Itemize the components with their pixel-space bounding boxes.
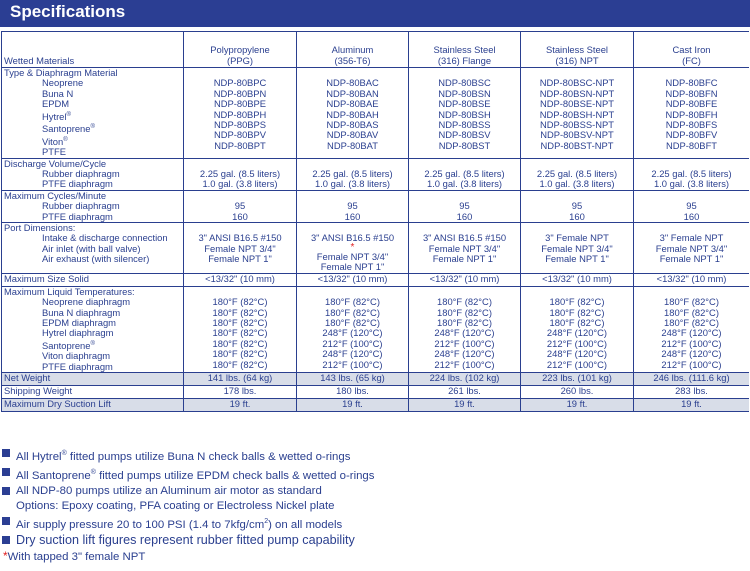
cell-line: 212°F (100°C) — [322, 358, 383, 370]
cell-line: NDP-80BFV — [665, 129, 718, 141]
cell-line: 248°F (120°C) — [661, 327, 722, 339]
temp-cell — [297, 286, 409, 372]
suction-row — [2, 399, 750, 412]
row-title: Type & Diaphragm Material — [4, 67, 118, 78]
cell-line: NDP-80BFC — [665, 77, 718, 89]
cell-line: 95 — [571, 200, 583, 212]
cycles-cell — [409, 190, 521, 222]
cell-line: Female NPT 3/4" — [316, 250, 389, 262]
cell-line: 212°F (100°C) — [434, 358, 495, 370]
cell-line: 212°F (100°C) — [546, 337, 608, 349]
cell-line: NDP-80BPC — [213, 77, 267, 89]
cell-line: 248°F (120°C) — [546, 348, 608, 360]
cell-line: NDP-80BAN — [326, 87, 379, 99]
cell-line: NDP-80BPT — [214, 139, 266, 151]
temp-cell — [634, 286, 750, 372]
discharge-cell — [521, 158, 634, 190]
cell-line: Female NPT 3/4" — [204, 242, 276, 254]
model-cell — [297, 68, 409, 159]
cell-line: 180°F (82°C) — [664, 306, 719, 318]
cell-line: NDP-80BAC — [326, 77, 379, 89]
type-row — [2, 68, 750, 159]
net-cell: 224 lbs. (102 kg) — [409, 373, 521, 386]
cycles-cell — [297, 190, 409, 222]
net-cell: 141 lbs. (64 kg) — [184, 373, 297, 386]
cell-line: Female NPT 1" — [659, 253, 724, 265]
cell-line: NDP-80BFE — [665, 98, 718, 110]
footnote — [3, 549, 145, 563]
discharge-label-cell: Discharge Volume/Cycle Rubber diaphragm PTFE diaphragm — [2, 158, 184, 190]
cell-line: NDP-80BSH-NPT — [539, 108, 615, 120]
discharge-cell — [634, 158, 750, 190]
cell-line: NDP-80BAS — [326, 119, 379, 131]
suction-cell: 19 ft. — [409, 399, 521, 412]
ship-label: Shipping Weight — [2, 386, 184, 399]
port-row — [2, 223, 750, 274]
col-header: Cast Iron (FC) — [634, 32, 750, 68]
note-item: All Hytrel® fitted pumps utilize Buna N check balls & wetted o-rings — [0, 446, 750, 465]
solid-cell: <13/32" (10 mm) — [521, 273, 634, 286]
port-cell — [634, 223, 750, 274]
cell-line: 180°F (82°C) — [212, 296, 268, 308]
cell-line: Female NPT 3/4" — [541, 242, 613, 254]
net-cell: 143 lbs. (65 kg) — [297, 373, 409, 386]
cell-line: 2.25 gal. (8.5 liters) — [651, 168, 732, 180]
ship-cell: 178 lbs. — [184, 386, 297, 399]
note-item: All Santoprene® fitted pumps utilize EPDM check balls & wetted o-rings — [0, 465, 750, 484]
cell-line: 180°F (82°C) — [325, 306, 380, 318]
header-label: Wetted Materials — [2, 32, 184, 68]
bullet-square-icon — [2, 517, 10, 525]
suction-cell: 19 ft. — [521, 399, 634, 412]
cell-line: 180°F (82°C) — [325, 316, 380, 328]
model-cell — [409, 68, 521, 159]
cell-line: NDP-80BSV-NPT — [540, 129, 614, 141]
port-label-cell: Port Dimensions: Intake & discharge connection Air inlet (with ball valve) Air exhaust (with silencer) — [2, 223, 184, 274]
cell-line: 212°F (100°C) — [322, 337, 383, 349]
note-item: All NDP-80 pumps utilize an Aluminum air motor as standard — [0, 484, 750, 499]
ship-row — [2, 386, 750, 399]
cell-line: 180°F (82°C) — [549, 296, 605, 308]
discharge-cell — [409, 158, 521, 190]
page-title: Specifications — [10, 2, 126, 21]
cell-line: 248°F (120°C) — [434, 348, 495, 360]
cell-line: 1.0 gal. (3.8 liters) — [426, 178, 503, 190]
cell-line: NDP-80BSH — [438, 108, 491, 120]
cell-line: NDP-80BSS — [438, 119, 491, 131]
cycles-cell — [634, 190, 750, 222]
cell-line: NDP-80BFN — [665, 87, 718, 99]
cell-line: 3" ANSI B16.5 #150 * — [299, 233, 406, 251]
cell-line: NDP-80BFH — [665, 108, 718, 120]
port-cell — [184, 223, 297, 274]
cell-line: Female NPT 3/4" — [655, 242, 728, 254]
model-cell — [634, 68, 750, 159]
model-cell — [521, 68, 634, 159]
cell-line: NDP-80BAH — [326, 108, 379, 120]
suction-label: Maximum Dry Suction Lift — [2, 399, 184, 412]
cell-line: NDP-80BPE — [213, 98, 267, 110]
col-header: Stainless Steel (316) Flange — [409, 32, 521, 68]
cell-line: 95 — [234, 200, 246, 212]
cell-line: Female NPT 1" — [320, 261, 385, 273]
ship-cell: 261 lbs. — [409, 386, 521, 399]
suction-cell: 19 ft. — [634, 399, 750, 412]
cell-line: NDP-80BFS — [665, 119, 718, 131]
cell-line: 160 — [456, 210, 473, 222]
cell-line: 1.0 gal. (3.8 liters) — [653, 178, 730, 190]
cell-line: 180°F (82°C) — [664, 296, 719, 308]
cell-line: 3" Female NPT — [545, 232, 609, 244]
solid-label: Maximum Size Solid — [2, 273, 184, 286]
bullet-square-icon — [2, 468, 10, 476]
cell-line: 1.0 gal. (3.8 liters) — [202, 178, 278, 190]
cell-line: 180°F (82°C) — [212, 316, 268, 328]
net-row — [2, 373, 750, 386]
temp-row — [2, 286, 750, 372]
type-label-cell: Type & Diaphragm Material Neoprene Buna N EPDM Hytrel® Santoprene® Viton® PTFE — [2, 68, 184, 159]
cell-line: 160 — [232, 210, 248, 222]
discharge-cell — [297, 158, 409, 190]
cell-line: NDP-80BSN — [438, 87, 491, 99]
col-header: Stainless Steel (316) NPT — [521, 32, 634, 68]
port-cell — [521, 223, 634, 274]
cell-line: 160 — [344, 210, 361, 222]
footnote-star-marker: * — [350, 241, 355, 253]
cell-line: Female NPT 1" — [432, 253, 497, 265]
temp-cell — [409, 286, 521, 372]
cell-line: 2.25 gal. (8.5 liters) — [312, 168, 393, 180]
cell-line: 180°F (82°C) — [437, 296, 492, 308]
cell-line: 3" ANSI B16.5 #150 — [198, 232, 282, 244]
cell-line: 95 — [459, 200, 470, 212]
cell-line: Female NPT 1" — [545, 253, 609, 265]
solid-cell: <13/32" (10 mm) — [184, 273, 297, 286]
cell-line: NDP-80BST-NPT — [540, 139, 614, 151]
spec-table-wrap — [1, 31, 749, 438]
note-item: Air supply pressure 20 to 100 PSI (1.4 to $7kfg/cm^2$) on all models — [0, 514, 750, 533]
cell-line: 95 — [347, 200, 358, 212]
cell-line: 212°F (100°C) — [661, 358, 722, 370]
cell-line: NDP-80BPV — [213, 129, 267, 141]
cell-line: 160 — [683, 210, 700, 222]
cell-line: 248°F (120°C) — [434, 327, 495, 339]
suction-cell: 19 ft. — [297, 399, 409, 412]
bullet-square-icon — [2, 449, 10, 457]
cell-line: 180°F (82°C) — [212, 306, 268, 318]
cell-line: 212°F (100°C) — [661, 337, 722, 349]
cycles-label-cell: Maximum Cycles/Minute Rubber diaphragm PTFE diaphragm — [2, 190, 184, 222]
cell-line: 180°F (82°C) — [325, 296, 380, 308]
solid-row — [2, 273, 750, 286]
cell-line: 3" Female NPT — [659, 232, 724, 244]
cell-line: 248°F (120°C) — [322, 348, 383, 360]
cell-line: NDP-80BAE — [326, 98, 379, 110]
cell-line: NDP-80BPN — [213, 87, 267, 99]
cell-line: 160 — [569, 210, 585, 222]
solid-cell: <13/32" (10 mm) — [409, 273, 521, 286]
temp-label-cell: Maximum Liquid Temperatures: Neoprene diaphragm Buna N diaphragm EPDM diaphragm Hytrel diaphragm Santoprene® Viton diaphragm PTFE diaphragm — [2, 286, 184, 372]
header-row — [2, 32, 750, 68]
cell-line: 2.25 gal. (8.5 liters) — [536, 168, 618, 180]
cell-line: 180°F (82°C) — [664, 316, 719, 328]
solid-cell: <13/32" (10 mm) — [634, 273, 750, 286]
ship-cell: 283 lbs. — [634, 386, 750, 399]
temp-cell — [521, 286, 634, 372]
net-label: Net Weight — [2, 373, 184, 386]
cell-line: 2.25 gal. (8.5 liters) — [199, 168, 281, 180]
cell-line: Female NPT 3/4" — [428, 242, 501, 254]
cell-line: NDP-80BPH — [213, 108, 267, 120]
cycles-cell — [521, 190, 634, 222]
cell-line: 180°F (82°C) — [549, 316, 605, 328]
suction-cell: 19 ft. — [184, 399, 297, 412]
cell-line: 1.0 gal. (3.8 liters) — [314, 178, 391, 190]
cell-line: 248°F (120°C) — [661, 348, 722, 360]
cell-line: 180°F (82°C) — [212, 348, 268, 360]
cell-line: NDP-80BSS-NPT — [540, 119, 614, 131]
ship-cell: 260 lbs. — [521, 386, 634, 399]
cell-line: 180°F (82°C) — [212, 358, 268, 370]
cell-line: NDP-80BFT — [665, 139, 718, 151]
cycles-row — [2, 190, 750, 222]
spec-table — [1, 31, 749, 412]
notes-list — [0, 446, 750, 549]
bullet-square-icon — [2, 536, 10, 544]
port-cell — [409, 223, 521, 274]
net-cell: 223 lbs. (101 kg) — [521, 373, 634, 386]
cell-line: NDP-80BAT — [327, 139, 378, 151]
cell-line: NDP-80BST — [438, 139, 491, 151]
title-bar — [0, 0, 750, 27]
port-cell — [297, 223, 409, 274]
temp-cell — [184, 286, 297, 372]
cell-line: NDP-80BSE — [438, 98, 491, 110]
cell-line: 2.25 gal. (8.5 liters) — [424, 168, 505, 180]
cell-line: NDP-80BAV — [326, 129, 379, 141]
cell-line: 180°F (82°C) — [437, 306, 492, 318]
cell-line: NDP-80BSC — [438, 77, 491, 89]
discharge-row — [2, 158, 750, 190]
cell-line: 3" ANSI B16.5 #150 — [422, 232, 507, 244]
cell-line: 248°F (120°C) — [322, 327, 383, 339]
footnote-text: With tapped 3" female NPT — [7, 551, 146, 563]
model-cell — [184, 68, 297, 159]
cell-line: NDP-80BSV — [438, 129, 491, 141]
cell-line: 1.0 gal. (3.8 liters) — [539, 178, 615, 190]
cell-line: Female NPT 1" — [208, 253, 272, 265]
bullet-square-icon — [2, 487, 10, 495]
cell-line: NDP-80BPS — [213, 119, 267, 131]
net-cell: 246 lbs. (111.6 kg) — [634, 373, 750, 386]
footnote-star: * — [3, 549, 8, 563]
cell-line: 95 — [686, 200, 697, 212]
col-header: Polypropylene (PPG) — [184, 32, 297, 68]
cell-line: NDP-80BSE-NPT — [540, 98, 614, 110]
options-line: Options: Epoxy coating, PFA coating or Electroless Nickel plate — [16, 500, 335, 513]
cell-line: NDP-80BSN-NPT — [539, 87, 615, 99]
cell-line: 180°F (82°C) — [212, 337, 268, 349]
cell-line: 180°F (82°C) — [212, 327, 268, 339]
cell-line: NDP-80BSC-NPT — [539, 77, 615, 89]
note-item: Dry suction lift figures represent rubber fitted pump capability — [0, 533, 750, 548]
cell-line: 248°F (120°C) — [546, 327, 608, 339]
ship-cell: 180 lbs. — [297, 386, 409, 399]
cell-line: 212°F (100°C) — [546, 358, 608, 370]
cell-line: 180°F (82°C) — [437, 316, 492, 328]
cell-line: 212°F (100°C) — [434, 337, 495, 349]
col-header: Aluminum (356-T6) — [297, 32, 409, 68]
discharge-cell — [184, 158, 297, 190]
cell-line: 180°F (82°C) — [549, 306, 605, 318]
solid-cell: <13/32" (10 mm) — [297, 273, 409, 286]
cycles-cell — [184, 190, 297, 222]
